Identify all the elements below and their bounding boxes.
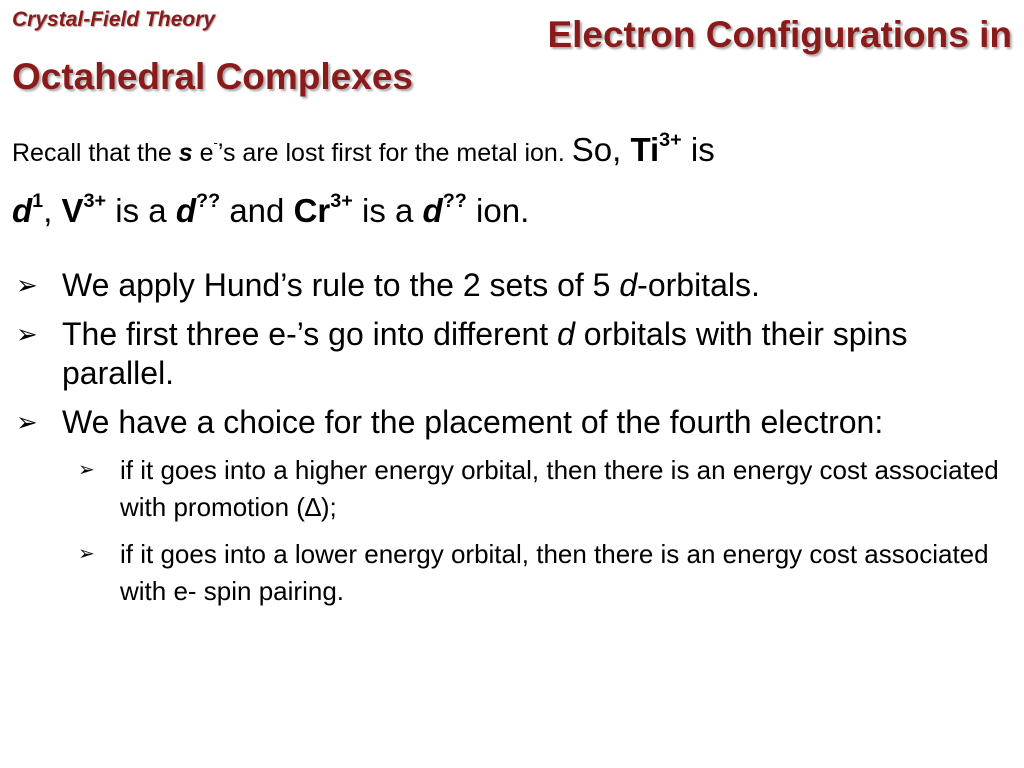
- sub-bullet-item: [12, 452, 1016, 526]
- bullet-text: We have a choice for the placement of the fourth electron:: [62, 404, 884, 440]
- config-d1-sup: 1: [32, 190, 44, 213]
- sub-bullet-item: [12, 536, 1016, 610]
- intro-paragraph: [12, 116, 1012, 245]
- arrow-bullet-icon: ➢: [78, 543, 95, 565]
- intro-text: e: [192, 139, 214, 167]
- intro-so: So,: [571, 131, 631, 168]
- intro-text: is a: [106, 192, 176, 229]
- config-d3: d: [422, 192, 443, 229]
- intro-text: is a: [352, 192, 423, 229]
- config-d2: d: [175, 192, 196, 229]
- ion-cr-charge: 3+: [330, 190, 353, 213]
- config-d2-sup: ??: [195, 190, 221, 213]
- intro-text: Recall that the: [12, 139, 179, 167]
- bullet-text: -orbitals.: [637, 267, 760, 303]
- bullet-text: We apply Hund’s rule to the 2 sets of 5: [62, 267, 620, 303]
- sub-bullet-text: if it goes into a higher energy orbital, then there is an energy cost associated with promotion (∆);: [120, 455, 999, 522]
- bullet-list: [12, 266, 1016, 620]
- config-d3-sup: ??: [442, 190, 467, 213]
- config-d1: d: [12, 192, 33, 229]
- intro-minus-sup: -: [213, 135, 218, 150]
- ion-v-charge: 3+: [83, 190, 107, 213]
- bullet-item: [12, 266, 1016, 305]
- intro-text: ,: [43, 192, 62, 229]
- ion-cr: Cr: [293, 192, 331, 229]
- ion-v: V: [61, 192, 84, 229]
- bullet-item: [12, 315, 1016, 393]
- arrow-bullet-icon: ➢: [16, 270, 38, 300]
- sub-bullet-text: if it goes into a lower energy orbital, then there is an energy cost associated with e- spin pairing.: [120, 539, 989, 606]
- intro-s-label: s: [178, 139, 193, 167]
- bullet-text-italic: d: [557, 316, 575, 352]
- arrow-bullet-icon: ➢: [16, 319, 38, 349]
- bullet-item: [12, 403, 1016, 442]
- slide-title-line1: Electron Configurations in: [547, 14, 1012, 55]
- ion-ti: Ti: [630, 131, 660, 168]
- slide-title-line2: Octahedral Complexes: [12, 56, 413, 97]
- bullet-text: The first three e-’s go into different: [62, 316, 558, 352]
- intro-text: is: [681, 131, 715, 168]
- intro-text: ’s are lost first for the metal ion.: [217, 139, 572, 167]
- intro-text: and: [220, 192, 294, 229]
- intro-text: ion.: [466, 192, 530, 229]
- section-label: Crystal-Field Theory: [12, 8, 216, 31]
- bullet-text-italic: d: [619, 267, 638, 303]
- bullet-text: orbitals with their spins parallel.: [62, 316, 908, 391]
- arrow-bullet-icon: ➢: [16, 407, 38, 437]
- ion-ti-charge: 3+: [659, 129, 682, 152]
- arrow-bullet-icon: ➢: [78, 459, 95, 481]
